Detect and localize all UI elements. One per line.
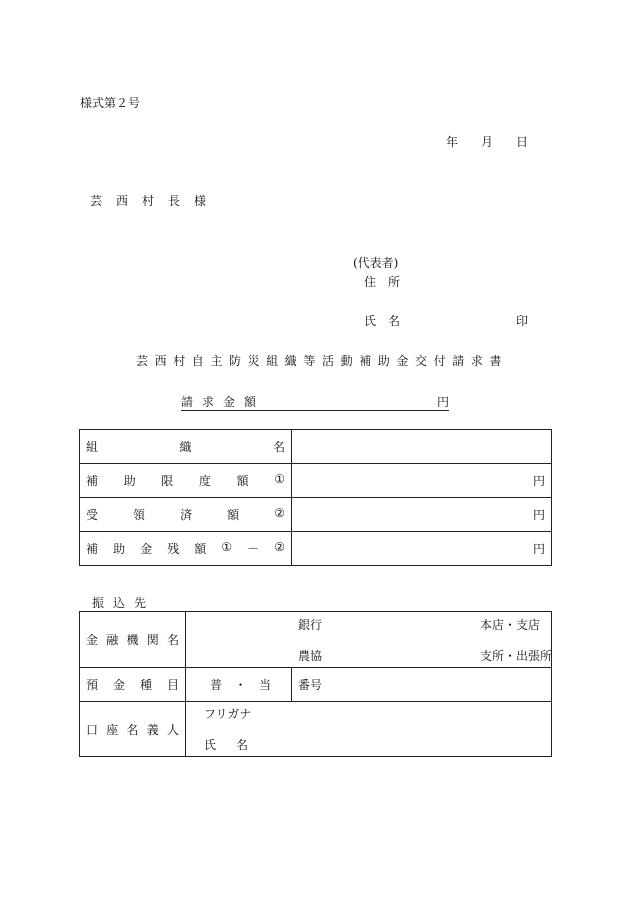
holder-name-label: 氏名: [204, 738, 269, 752]
seal-mark: 印: [516, 314, 529, 328]
date-year: 年: [446, 135, 459, 149]
agri-coop-label: 農協: [298, 649, 323, 663]
table-row: [80, 532, 552, 566]
subsidy-limit-field[interactable]: [292, 464, 552, 498]
table-row: [80, 430, 552, 464]
institution-label-cell: [80, 612, 186, 668]
document-title: 芸西村自主防災組織等活動補助金交付請求書: [136, 354, 509, 368]
table-row: [80, 702, 552, 757]
transfer-table: [79, 611, 552, 757]
deposit-type-options: 普 ・ 当: [210, 678, 271, 692]
deposit-type-label: 預 金 種 目: [86, 678, 179, 692]
branch-office-label: 支所・出張所: [480, 649, 553, 663]
received-amount-field[interactable]: [292, 498, 552, 532]
holder-field[interactable]: [186, 702, 552, 757]
received-amount-label-cell: [80, 498, 292, 532]
request-amount-underline: [181, 410, 449, 411]
subsidy-limit-label-cell: [80, 464, 292, 498]
table-row: [80, 612, 552, 668]
account-number-label: 番号: [298, 678, 323, 692]
institution-label: 金 融 機 関 名: [86, 633, 179, 647]
institution-field[interactable]: [186, 612, 552, 668]
deposit-type-field[interactable]: [186, 668, 292, 702]
received-amount-label: 受 領 済 額 ②: [86, 506, 285, 522]
summary-table: [79, 429, 552, 566]
table-row: [80, 464, 552, 498]
account-number-field[interactable]: [292, 668, 552, 702]
table-row: [80, 668, 552, 702]
request-amount-label: 請求金額: [181, 395, 266, 409]
holder-label: 口 座 名 義 人: [86, 722, 179, 737]
remaining-amount-label-cell: [80, 532, 292, 566]
date-day: 日: [516, 135, 529, 149]
table-row: [80, 498, 552, 532]
bank-label: 銀行: [298, 618, 323, 632]
remaining-amount-field[interactable]: [292, 532, 552, 566]
name-label: 氏名: [364, 314, 413, 328]
yen-unit: 円: [532, 474, 545, 488]
organization-name-field[interactable]: [292, 430, 552, 464]
organization-name-label: 組 織 名: [86, 440, 285, 454]
organization-name-label-cell: [80, 430, 292, 464]
address-label: 住所: [364, 275, 413, 289]
representative-label: (代表者): [353, 256, 399, 270]
date-month: 月: [481, 135, 494, 149]
form-number: 様式第２号: [80, 96, 141, 110]
head-branch-label: 本店・支店: [480, 618, 541, 632]
furigana-label: フリガナ: [204, 707, 252, 721]
remaining-amount-label: 補 助 金 残 額 ① － ②: [86, 540, 285, 556]
transfer-heading: 振込先: [92, 596, 156, 610]
yen-unit: 円: [532, 542, 545, 556]
holder-label-cell: [80, 702, 186, 757]
request-amount-unit: 円: [437, 395, 450, 409]
subsidy-limit-label: 補 助 限 度 額 ①: [86, 472, 285, 488]
yen-unit: 円: [532, 508, 545, 522]
addressee: 芸西村長様: [90, 194, 221, 208]
deposit-type-label-cell: [80, 668, 186, 702]
